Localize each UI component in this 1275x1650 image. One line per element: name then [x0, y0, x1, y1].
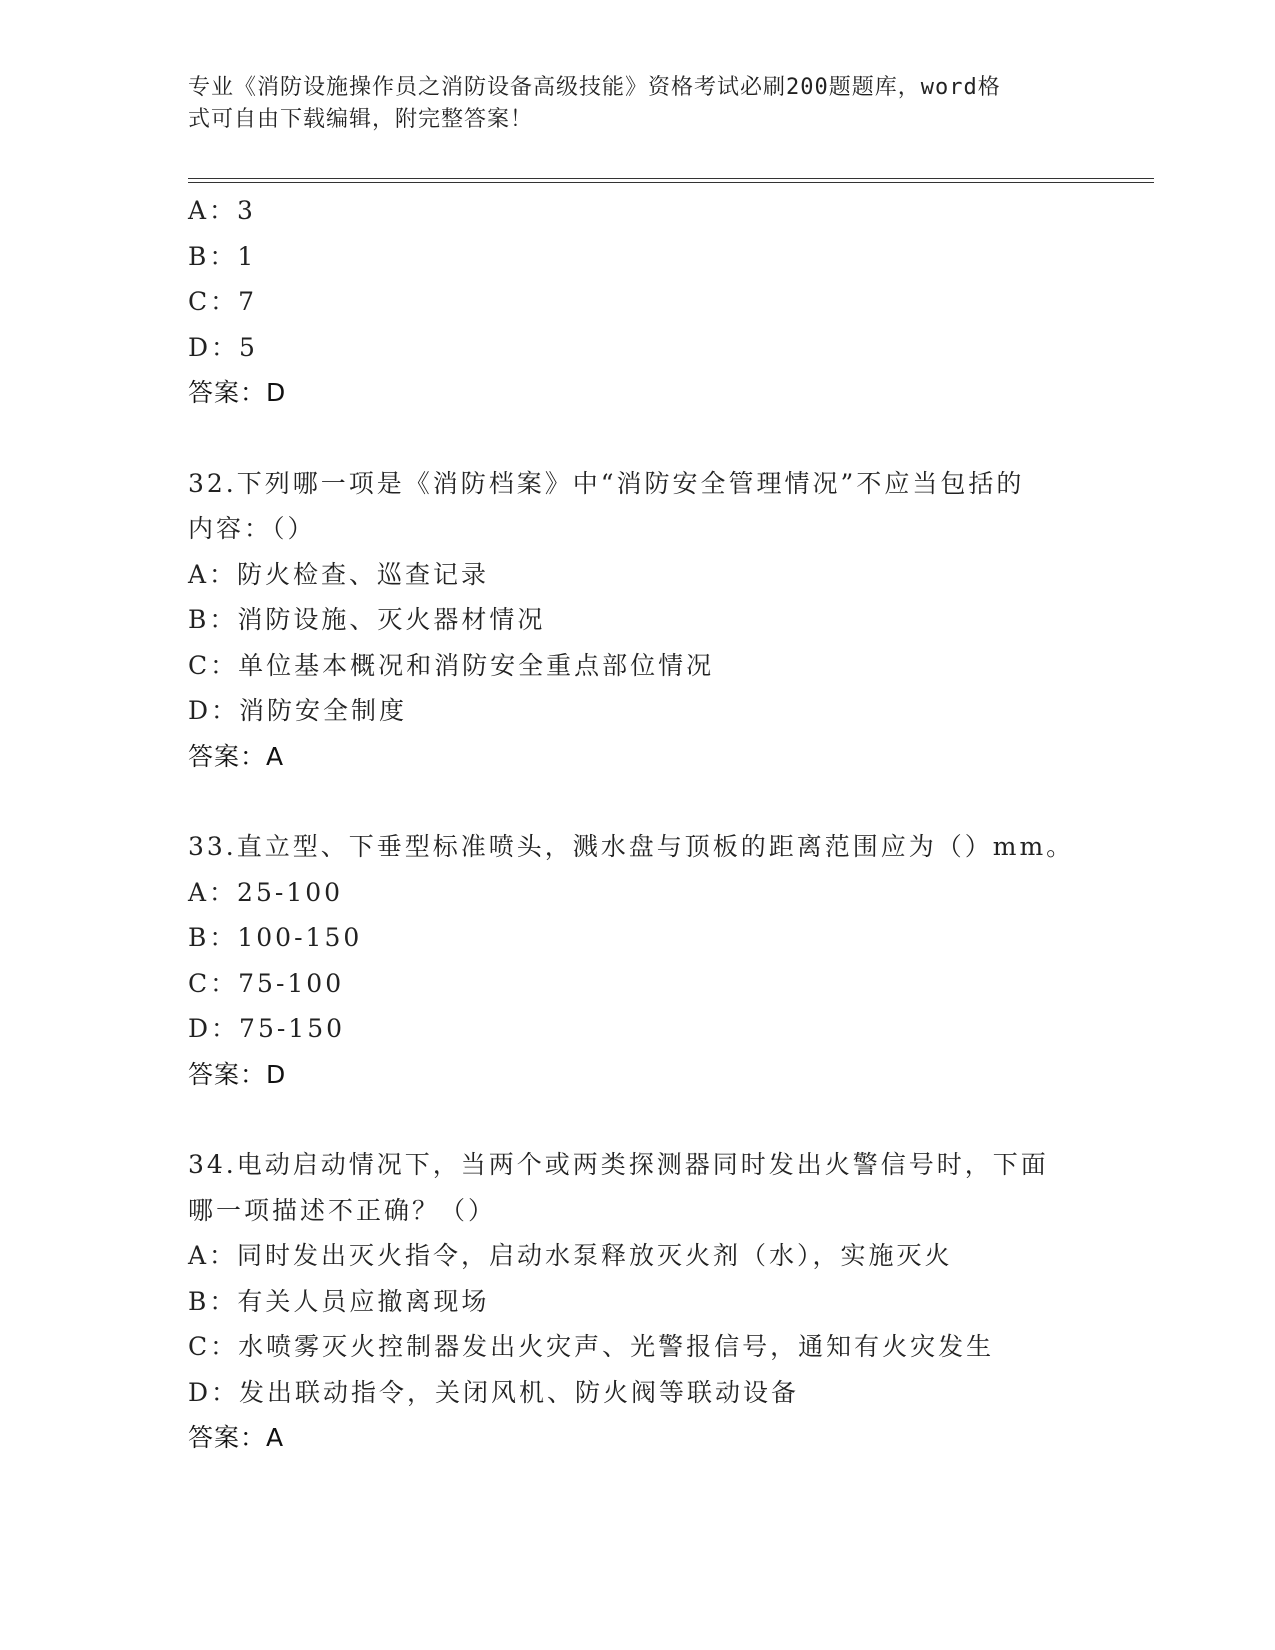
option-b: B：有关人员应撤离现场 — [188, 1286, 490, 1316]
question-32 — [188, 461, 1088, 780]
header-line-1: 专业《消防设施操作员之消防设备高级技能》资格考试必刷200题题库，word格 — [188, 75, 1001, 100]
question-text-line-2: 内容：（） — [188, 514, 316, 543]
option-a: A：防火检查、巡查记录 — [188, 559, 490, 589]
option-d: D：消防安全制度 — [188, 696, 408, 725]
spacer — [188, 779, 1088, 824]
option-b: B：100-150 — [188, 923, 363, 952]
question-34 — [188, 1142, 1088, 1461]
question-33 — [188, 824, 1088, 1097]
option-c: C：水喷雾灭火控制器发出火灾声、光警报信号，通知有火灾发生 — [188, 1332, 995, 1361]
question-text-line-1: 32.下列哪一项是《消防档案》中“消防安全管理情况”不应当包括的 — [188, 468, 1025, 498]
answer-line: 答案：D — [188, 1059, 287, 1089]
spacer — [188, 416, 1088, 461]
option-c: C：单位基本概况和消防安全重点部位情况 — [188, 650, 715, 680]
option-a: A：25-100 — [188, 877, 344, 907]
header-divider-top — [188, 178, 1154, 179]
question-text-line-1: 34.电动启动情况下，当两个或两类探测器同时发出火警信号时，下面 — [188, 1150, 1049, 1179]
option-d: D：5 — [188, 332, 258, 362]
document-header — [188, 72, 1068, 136]
option-b: B：消防设施、灭火器材情况 — [188, 605, 546, 634]
answer-line: 答案：D — [188, 378, 287, 407]
header-divider-bottom — [188, 182, 1154, 183]
answer-line: 答案：A — [188, 741, 285, 771]
spacer — [188, 1097, 1088, 1142]
answer-line: 答案：A — [188, 1423, 285, 1452]
question-31-tail — [188, 188, 1088, 416]
option-a: A：同时发出灭火指令，启动水泵释放灭火剂（水），实施灭火 — [188, 1241, 953, 1270]
question-text-line-1: 33.直立型、下垂型标准喷头，溅水盘与顶板的距离范围应为（）mm。 — [188, 832, 1075, 861]
option-c: C：7 — [188, 287, 258, 316]
option-a: A：3 — [188, 196, 256, 225]
option-d: D：发出联动指令，关闭风机、防火阀等联动设备 — [188, 1377, 800, 1407]
option-c: C：75-100 — [188, 968, 345, 998]
option-b: B：1 — [188, 241, 257, 271]
header-line-2: 式可自由下载编辑，附完整答案！ — [188, 107, 534, 132]
option-d: D：75-150 — [188, 1014, 346, 1043]
question-list — [188, 188, 1088, 1461]
question-text-line-2: 哪一项描述不正确？（） — [188, 1195, 497, 1225]
